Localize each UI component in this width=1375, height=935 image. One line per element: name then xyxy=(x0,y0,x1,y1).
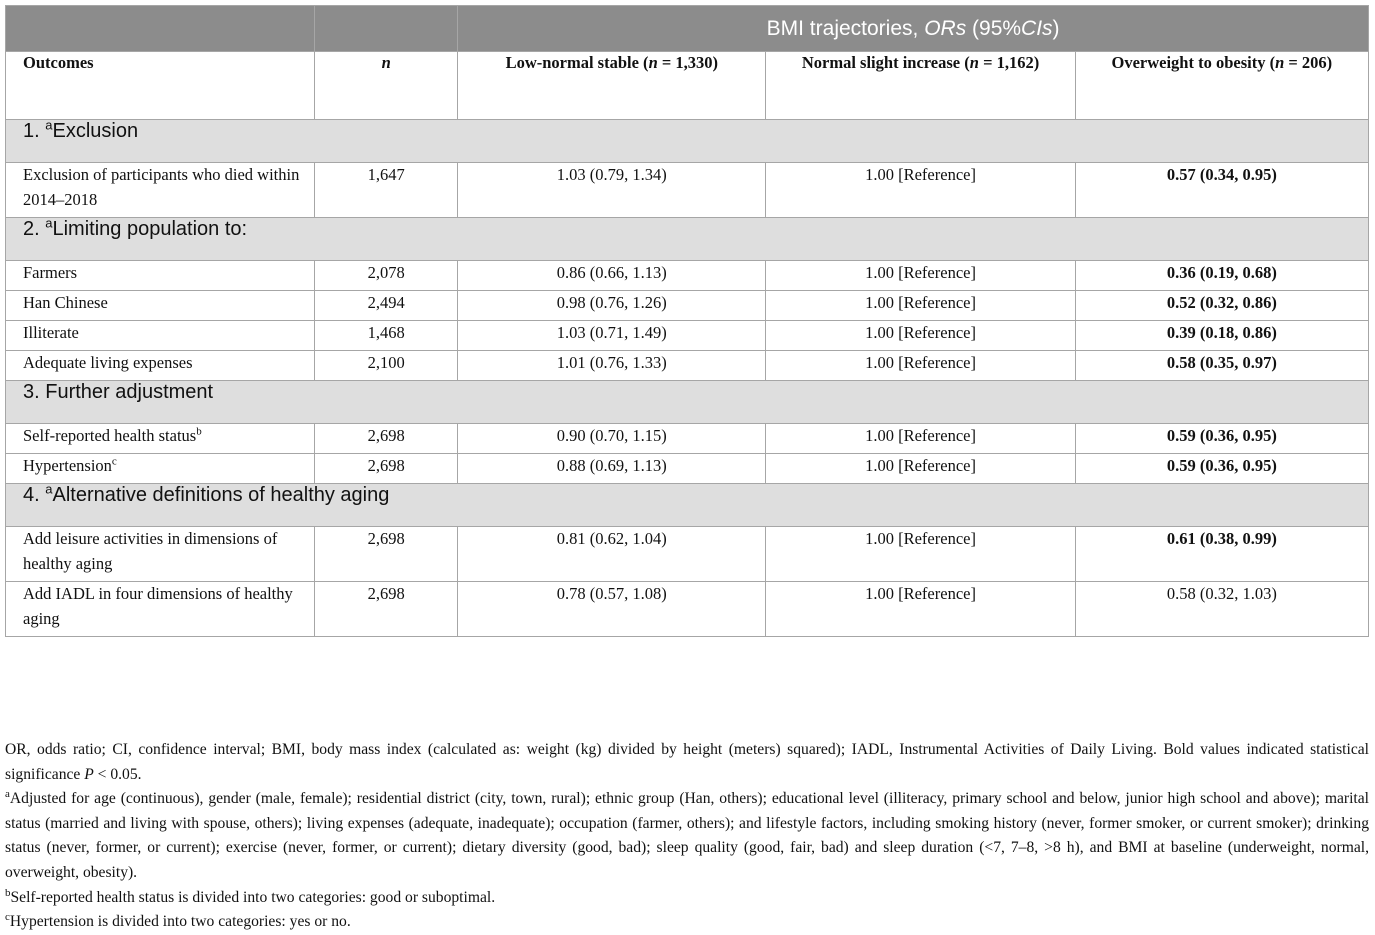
normal-increase-cell: 1.00 [Reference] xyxy=(766,351,1075,381)
low-normal-cell: 1.03 (0.79, 1.34) xyxy=(458,163,766,218)
normal-increase-cell: 1.00 [Reference] xyxy=(766,321,1075,351)
normal-increase-cell: 1.00 [Reference] xyxy=(766,163,1075,218)
results-table xyxy=(5,5,1369,637)
table-row xyxy=(6,424,1369,454)
section-title: 3. Further adjustment xyxy=(6,381,1369,424)
section-row xyxy=(6,120,1369,163)
empty-header-cell xyxy=(6,6,315,52)
table-row xyxy=(6,454,1369,484)
low-normal-cell: 0.86 (0.66, 1.13) xyxy=(458,261,766,291)
section-title: 1. $^a$Exclusion xyxy=(6,120,1369,163)
low-normal-cell: 0.88 (0.69, 1.13) xyxy=(458,454,766,484)
normal-increase-cell: 1.00 [Reference] xyxy=(766,454,1075,484)
footnote-c: $^c$Hypertension is divided into two categories: yes or no. xyxy=(5,910,351,931)
n-cell: 2,698 xyxy=(315,582,458,637)
normal-increase-cell: 1.00 [Reference] xyxy=(766,261,1075,291)
normal-increase-cell: 1.00 [Reference] xyxy=(766,291,1075,321)
outcome-cell: Exclusion of participants who died within 2014–2018 xyxy=(6,163,315,218)
overweight-cell: 0.58 (0.32, 1.03) xyxy=(1075,582,1368,637)
col-header-outcomes: Outcomes xyxy=(6,52,315,120)
low-normal-cell: 0.81 (0.62, 1.04) xyxy=(458,527,766,582)
empty-header-cell xyxy=(315,6,458,52)
table-footnotes xyxy=(5,738,1369,935)
section-title: 4. $^a$Alternative definitions of healthy aging xyxy=(6,484,1369,527)
n-cell: 2,494 xyxy=(315,291,458,321)
outcome-cell: Add IADL in four dimensions of healthy aging xyxy=(6,582,315,637)
col-header-n: n xyxy=(315,52,458,120)
n-cell: 2,698 xyxy=(315,527,458,582)
low-normal-cell: 1.03 (0.71, 1.49) xyxy=(458,321,766,351)
outcome-cell: Self-reported health status$^b$ xyxy=(6,424,315,454)
n-cell: 2,100 xyxy=(315,351,458,381)
outcome-cell: Han Chinese xyxy=(6,291,315,321)
table-top-header-row xyxy=(6,6,1369,52)
section-row xyxy=(6,218,1369,261)
n-cell: 2,078 xyxy=(315,261,458,291)
table-row xyxy=(6,261,1369,291)
overweight-cell: 0.59 (0.36, 0.95) xyxy=(1075,424,1368,454)
table-row xyxy=(6,582,1369,637)
footnote-a: $^a$Adjusted for age (continuous), gender (male, female); residential district (city, town, rural); ethnic group (Han, others); educational level (illiteracy, primary school and below, junior high school and above); marital status (married and living with spouse, others); living expenses (adequate, inadequate); occupation (farmer, others); and lifestyle factors, including smoking history (never, former smoker, or current smoker); drinking status (never, former, or current); exercise (never, former, or current); dietary diversity (good, bad); sleep quality (good, fair, bad) and sleep duration (<7, 7–8, >8 h), and BMI at baseline (underweight, normal, overweight, obesity). xyxy=(5,788,1369,881)
outcome-cell: Illiterate xyxy=(6,321,315,351)
n-cell: 1,647 xyxy=(315,163,458,218)
overweight-cell: 0.52 (0.32, 0.86) xyxy=(1075,291,1368,321)
table-row xyxy=(6,321,1369,351)
outcome-cell: Adequate living expenses xyxy=(6,351,315,381)
col-header-overweight: Overweight to obesity (n = 206) xyxy=(1075,52,1368,120)
table-row xyxy=(6,163,1369,218)
overweight-cell: 0.61 (0.38, 0.99) xyxy=(1075,527,1368,582)
section-row xyxy=(6,484,1369,527)
table-row xyxy=(6,291,1369,321)
section-title: 2. $^a$Limiting population to: xyxy=(6,218,1369,261)
table-row xyxy=(6,351,1369,381)
overweight-cell: 0.58 (0.35, 0.97) xyxy=(1075,351,1368,381)
normal-increase-cell: 1.00 [Reference] xyxy=(766,424,1075,454)
outcome-cell: Add leisure activities in dimensions of healthy aging xyxy=(6,527,315,582)
results-table-container xyxy=(5,5,1369,637)
overweight-cell: 0.39 (0.18, 0.86) xyxy=(1075,321,1368,351)
normal-increase-cell: 1.00 [Reference] xyxy=(766,527,1075,582)
overweight-cell: 0.59 (0.36, 0.95) xyxy=(1075,454,1368,484)
column-header-row xyxy=(6,52,1369,120)
low-normal-cell: 0.90 (0.70, 1.15) xyxy=(458,424,766,454)
col-header-normal-increase: Normal slight increase (n = 1,162) xyxy=(766,52,1075,120)
n-cell: 2,698 xyxy=(315,454,458,484)
n-cell: 2,698 xyxy=(315,424,458,454)
normal-increase-cell: 1.00 [Reference] xyxy=(766,582,1075,637)
overweight-cell: 0.57 (0.34, 0.95) xyxy=(1075,163,1368,218)
spanning-header: BMI trajectories, ORs (95%CIs) xyxy=(458,6,1369,52)
outcome-cell: Hypertension$^c$ xyxy=(6,454,315,484)
n-cell: 1,468 xyxy=(315,321,458,351)
low-normal-cell: 0.78 (0.57, 1.08) xyxy=(458,582,766,637)
col-header-low-normal: Low-normal stable (n = 1,330) xyxy=(458,52,766,120)
footnote-b: $^b$Self-reported health status is divided into two categories: good or suboptimal. xyxy=(5,886,496,906)
overweight-cell: 0.36 (0.19, 0.68) xyxy=(1075,261,1368,291)
table-row xyxy=(6,527,1369,582)
section-row xyxy=(6,381,1369,424)
low-normal-cell: 0.98 (0.76, 1.26) xyxy=(458,291,766,321)
low-normal-cell: 1.01 (0.76, 1.33) xyxy=(458,351,766,381)
outcome-cell: Farmers xyxy=(6,261,315,291)
footnote-abbreviations: OR, odds ratio; CI, confidence interval; BMI, body mass index (calculated as: weight (kg) divided by height (meters) squared); IADL, Instrumental Activities of Daily Living. Bold values indicated statistical significance P < 0.05. xyxy=(5,741,1369,783)
